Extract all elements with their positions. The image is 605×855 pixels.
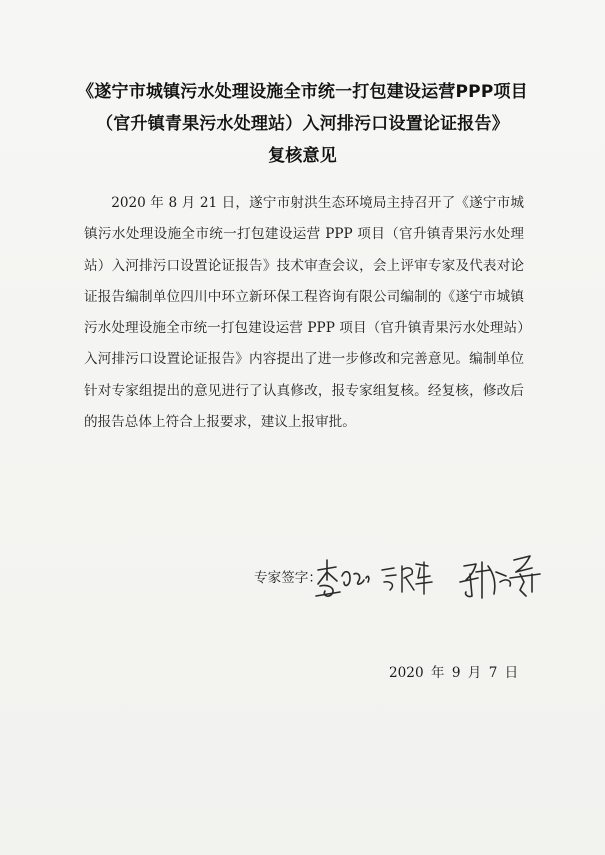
document-title-line-3: 复核意见 <box>268 146 337 166</box>
handwritten-signatures <box>310 548 550 608</box>
signature-2-image <box>382 562 432 594</box>
body-paragraph: 2020 年 8 月 21 日，遂宁市射洪生态环境局主持召开了《遂宁市城镇污水处理设施全市统一打包建设运营 PPP 项目（官升镇青果污水处理站）入河排污口设置论证报告》技术审查会议，会上评审专家及代表对论证报告编制单位四川中环立新环保工程咨询有限公司编制的《遂宁市城镇污水处理设施全市统一打包建设运营 PPP 项目（官升镇青果污水处理站）入河排污口设置论证报告》内容提出了进一步修改和完善意见。编制单位针对专家组提出的意见进行了认真修改，报专家组复核。经复核，修改后的报告总体上符合上报要求，建议上报审批。 <box>84 195 524 431</box>
document-title-line-1: 《遂宁市城镇污水处理设施全市统一打包建设运营PPP项目 <box>77 82 528 102</box>
signature-1-image <box>316 560 369 596</box>
document-title-line-2: （官升镇青果污水处理站）入河排污口设置论证报告》 <box>96 114 509 134</box>
signature-label: 专家签字： <box>254 570 322 586</box>
signature-3-image <box>460 556 540 598</box>
document-date: 2020 年 9 月 7 日 <box>389 665 519 681</box>
